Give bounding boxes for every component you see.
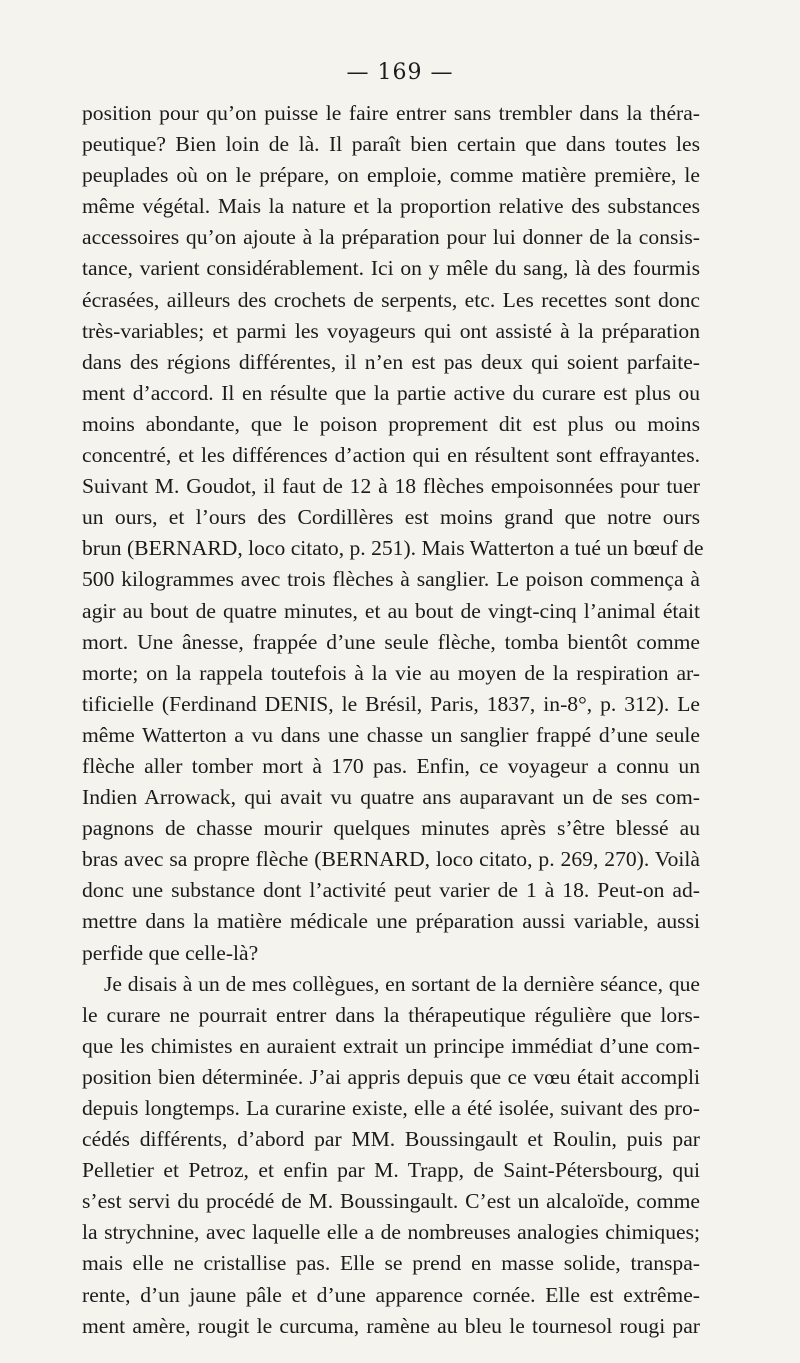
text-line: mort. Une ânesse, frappée d’une seule flèche, tomba bientôt comme: [82, 629, 700, 654]
text-line: tance, varient considérablement. Ici on y mêle du sang, là des fourmis: [82, 256, 700, 281]
text-line: 500 kilogrammes avec trois flèches à sanglier. Le poison commença à: [82, 567, 700, 592]
text-line: flèche aller tomber mort à 170 pas. Enfin, ce voyageur a connu un: [82, 753, 700, 778]
text-line: ment amère, rougit le curcuma, ramène au bleu le tournesol rougi par: [82, 1313, 700, 1338]
text-line: ment d’accord. Il en résulte que la partie active du curare est plus ou: [82, 380, 700, 405]
text-line: bras avec sa propre flèche (BERNARD, loco citato, p. 269, 270). Voilà: [82, 847, 700, 872]
text-line: pagnons de chasse mourir quelques minutes après s’être blessé au: [82, 816, 700, 841]
paragraph-1: [82, 98, 704, 969]
text-line: Suivant M. Goudot, il faut de 12 à 18 flèches empoisonnées pour tuer: [82, 474, 700, 499]
paragraph-2: [82, 969, 700, 1342]
text-line: même Watterton a vu dans une chasse un sanglier frappé d’une seule: [82, 722, 700, 747]
text-line: un ours, et l’ours des Cordillères est moins grand que notre ours: [82, 505, 700, 530]
text-line: s’est servi du procédé de M. Boussingault. C’est un alcaloïde, comme: [82, 1189, 700, 1214]
text-line: le curare ne pourrait entrer dans la thérapeutique régulière que lors-: [82, 1002, 700, 1027]
text-line: écrasées, ailleurs des crochets de serpents, etc. Les recettes sont donc: [82, 287, 700, 312]
text-line: Indien Arrowack, qui avait vu quatre ans auparavant un de ses com-: [82, 785, 700, 810]
text-line: concentré, et les différences d’action qui en résultent sont effrayantes.: [82, 443, 700, 468]
text-line: que les chimistes en auraient extrait un principe immédiat d’une com-: [82, 1033, 700, 1058]
text-line: moins abondante, que le poison proprement dit est plus ou moins: [82, 411, 700, 436]
text-line: agir au bout de quatre minutes, et au bout de vingt-cinq l’animal était: [82, 598, 700, 623]
text-line: tificielle (Ferdinand DENIS, le Brésil, Paris, 1837, in-8°, p. 312). Le: [82, 691, 700, 716]
text-line: brun (BERNARD, loco citato, p. 251). Mais Watterton a tué un bœuf de: [82, 536, 704, 561]
page-number: — 169 —: [346, 60, 454, 85]
text-line: position pour qu’on puisse le faire entrer sans trembler dans la théra-: [82, 101, 700, 125]
text-line: très-variables; et parmi les voyageurs qui ont assisté à la préparation: [82, 318, 700, 343]
text-line: même végétal. Mais la nature et la proportion relative des substances: [82, 194, 700, 219]
text-line: dans des régions différentes, il n’en est pas deux qui soient parfaite-: [82, 349, 700, 374]
text-line: Je disais à un de mes collègues, en sortant de la dernière séance, que: [104, 971, 700, 996]
text-line: donc une substance dont l’activité peut varier de 1 à 18. Peut-on ad-: [82, 878, 700, 903]
text-line: accessoires qu’on ajoute à la préparation pour lui donner de la consis-: [82, 225, 700, 250]
text-line: position bien déterminée. J’ai appris depuis que ce vœu était accompli: [82, 1064, 700, 1089]
text-line: peutique? Bien loin de là. Il paraît bien certain que dans toutes les: [82, 132, 700, 157]
text-line: Pelletier et Petroz, et enfin par M. Trapp, de Saint-Pétersbourg, qui: [82, 1158, 700, 1183]
text-line: perfide que celle-là?: [82, 940, 259, 965]
text-line: morte; on la rappela toutefois à la vie au moyen de la respiration ar-: [82, 660, 700, 685]
text-line: peuplades où on le prépare, on emploie, comme matière première, le: [82, 163, 700, 188]
body-text: [82, 98, 704, 1342]
text-line: la strychnine, avec laquelle elle a de nombreuses analogies chimiques;: [82, 1220, 700, 1245]
text-line: cédés différents, d’abord par MM. Boussingault et Roulin, puis par: [82, 1127, 700, 1152]
text-line: rente, d’un jaune pâle et d’une apparence cornée. Elle est extrême-: [82, 1282, 700, 1307]
text-line: depuis longtemps. La curarine existe, elle a été isolée, suivant des pro-: [82, 1096, 700, 1120]
text-line: mettre dans la matière médicale une préparation aussi variable, aussi: [82, 909, 700, 934]
text-line: mais elle ne cristallise pas. Elle se prend en masse solide, transpa-: [82, 1251, 700, 1276]
